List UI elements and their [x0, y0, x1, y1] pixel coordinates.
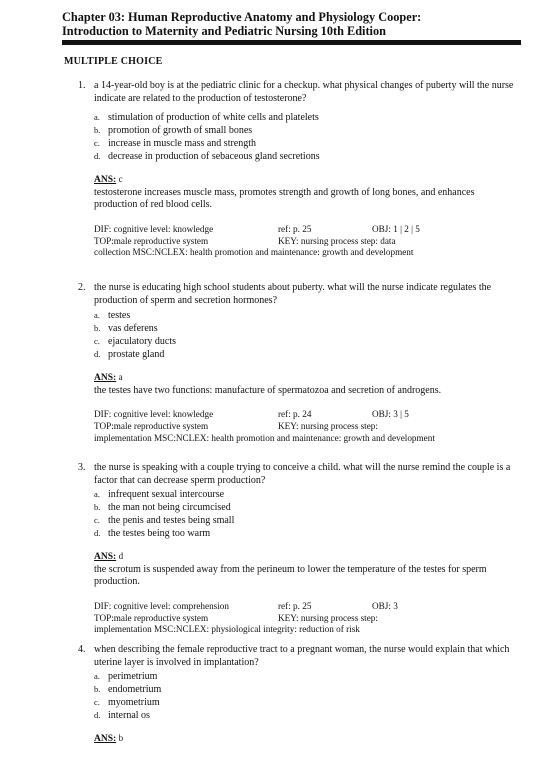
question-3: [78, 462, 518, 636]
option-letter: b.: [94, 125, 101, 136]
option-letter: b.: [94, 684, 101, 695]
question-meta: [94, 224, 518, 259]
difficulty: DIF: cognitive level: comprehension: [94, 600, 229, 611]
objective: OBJ: 3 | 5: [372, 409, 409, 420]
option-letter: d.: [94, 710, 101, 721]
objective: OBJ: 3: [372, 600, 398, 611]
key: KEY: nursing process step:: [278, 420, 378, 431]
options-list: [94, 309, 518, 361]
answer-label: ANS:: [94, 734, 117, 745]
option-letter: a.: [94, 489, 100, 500]
difficulty: DIF: cognitive level: knowledge: [94, 223, 214, 234]
answer-label: ANS:: [94, 552, 117, 563]
option-letter: d.: [94, 528, 101, 539]
answer: [94, 173, 518, 187]
option-text: perimetrium: [108, 671, 158, 683]
rationale: the scrotum is suspended away from the perineum to lower the temperature of the testes for sperm production.: [94, 563, 487, 588]
answer: [94, 371, 518, 385]
chapter-title-line-2: Introduction to Maternity and Pediatric Nursing 10th Edition: [62, 24, 386, 38]
option-a: [94, 111, 518, 124]
meta-details: implementation MSC:NCLEX: health promotion and maintenance: growth and development: [94, 432, 435, 443]
answer: [94, 732, 518, 746]
option-letter: c.: [94, 697, 100, 708]
key: KEY: nursing process step: data: [278, 235, 396, 246]
option-letter: a.: [94, 671, 100, 682]
option-text: promotion of growth of small bones: [108, 125, 253, 137]
option-b: [94, 322, 518, 335]
option-text: the man not being circumcised: [108, 502, 231, 514]
option-a: [94, 309, 518, 322]
option-a: [94, 670, 518, 683]
option-text: endometrium: [108, 684, 162, 696]
rationale: testosterone increases muscle mass, promotes strength and growth of long bones, and enhances production of red blood cells.: [94, 186, 475, 211]
option-a: [94, 488, 518, 501]
question-number: 1.: [78, 80, 86, 91]
answer-letter: d: [118, 551, 124, 562]
option-text: increase in muscle mass and strength: [108, 138, 257, 150]
options-list: [94, 488, 518, 540]
option-letter: a.: [94, 112, 100, 123]
topic: TOP:male reproductive system: [94, 235, 209, 246]
chapter-title-line-1: Chapter 03: Human Reproductive Anatomy and Physiology Cooper:: [62, 10, 422, 24]
option-c: [94, 514, 518, 527]
option-letter: b.: [94, 323, 101, 334]
option-text: the testes being too warm: [108, 528, 211, 540]
option-text: infrequent sexual intercourse: [108, 489, 225, 501]
option-c: [94, 137, 518, 150]
question-1: [78, 80, 518, 259]
option-b: [94, 683, 518, 696]
reference: ref: p. 25: [278, 600, 312, 611]
topic: TOP:male reproductive system: [94, 420, 209, 431]
option-letter: a.: [94, 310, 100, 321]
rationale: the testes have two functions: manufacture of spermatozoa and secretion of androgens.: [94, 384, 442, 396]
topic: TOP:male reproductive system: [94, 612, 209, 623]
answer-label: ANS:: [94, 373, 117, 384]
option-d: [94, 527, 518, 540]
option-d: [94, 709, 518, 722]
question-meta: [94, 601, 518, 636]
key: KEY: nursing process step:: [278, 612, 378, 623]
option-text: testes: [108, 310, 131, 322]
option-text: ejaculatory ducts: [108, 336, 177, 348]
difficulty: DIF: cognitive level: knowledge: [94, 409, 214, 420]
option-letter: c.: [94, 138, 100, 149]
reference: ref: p. 25: [278, 223, 312, 234]
objective: OBJ: 1 | 2 | 5: [372, 223, 420, 234]
reference: ref: p. 24: [278, 409, 312, 420]
header-rule: [62, 40, 521, 45]
section-title: MULTIPLE CHOICE: [64, 56, 163, 67]
option-c: [94, 335, 518, 348]
question-stem: a 14-year-old boy is at the pediatric clinic for a checkup. what physical changes of puberty will the nurse indicate are related to the production of testosterone?: [94, 80, 514, 104]
option-letter: d.: [94, 151, 101, 162]
meta-details: implementation MSC:NCLEX: physiological integrity: reduction of risk: [94, 624, 360, 635]
option-b: [94, 501, 518, 514]
question-number: 3.: [78, 462, 86, 473]
answer-letter: c: [118, 174, 123, 185]
meta-details: collection MSC:NCLEX: health promotion and maintenance: growth and development: [94, 247, 414, 258]
option-text: prostate gland: [108, 349, 165, 361]
question-meta: [94, 409, 518, 444]
option-text: the penis and testes being small: [108, 515, 235, 527]
question-number: 4.: [78, 644, 86, 655]
question-number: 2.: [78, 282, 86, 293]
answer: [94, 550, 518, 564]
question-4: [78, 644, 518, 746]
option-letter: c.: [94, 336, 100, 347]
question-stem: the nurse is educating high school students about puberty. what will the nurse indicate regulates the production of sperm and secretion hormones?: [94, 282, 492, 306]
option-c: [94, 696, 518, 709]
answer-letter: a: [118, 372, 123, 383]
option-d: [94, 348, 518, 361]
option-letter: d.: [94, 349, 101, 360]
option-text: decrease in production of sebaceous gland secretions: [108, 151, 320, 163]
document-header: [62, 10, 520, 38]
option-d: [94, 150, 518, 163]
option-text: myometrium: [108, 697, 160, 709]
option-letter: c.: [94, 515, 100, 526]
option-b: [94, 124, 518, 137]
option-text: vas deferens: [108, 323, 158, 335]
option-text: stimulation of production of white cells and platelets: [108, 112, 319, 124]
question-2: [78, 282, 518, 444]
answer-letter: b: [118, 733, 124, 744]
options-list: [94, 111, 518, 163]
question-stem: when describing the female reproductive tract to a pregnant woman, the nurse would explain that which uterine layer is involved in implantation?: [94, 644, 510, 668]
option-letter: b.: [94, 502, 101, 513]
answer-label: ANS:: [94, 175, 117, 186]
options-list: [94, 670, 518, 722]
option-text: internal os: [108, 710, 150, 722]
question-stem: the nurse is speaking with a couple trying to conceive a child. what will the nurse remind the couple is a factor that can decrease sperm production?: [94, 462, 511, 486]
